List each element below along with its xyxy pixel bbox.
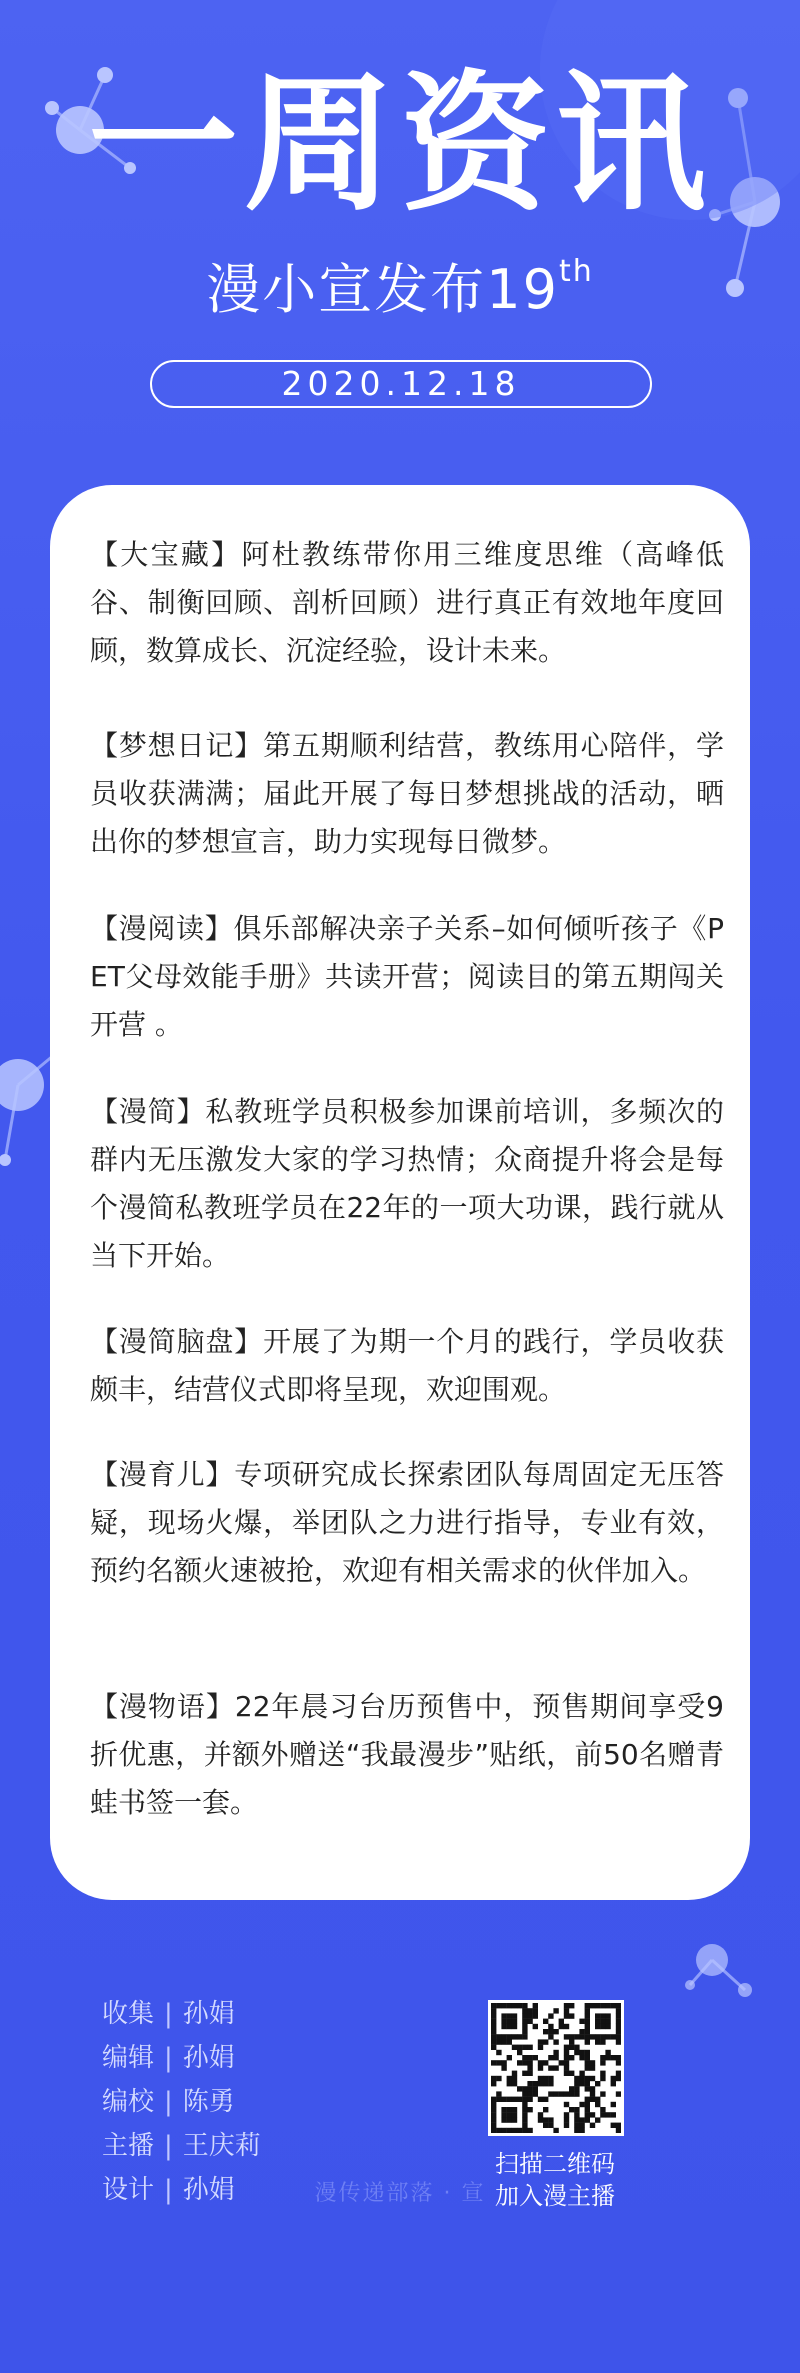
credit-name: 孙娟 — [182, 2175, 235, 2205]
credit-name: 孙娟 — [182, 1999, 235, 2029]
credit-row — [102, 1992, 261, 2036]
credit-role: 编辑 — [102, 2043, 155, 2073]
page-title: 一周资讯 — [87, 58, 712, 232]
credit-separator: | — [164, 2043, 173, 2073]
credit-separator: | — [164, 2175, 173, 2205]
qr-caption-line1: 扫描二维码 — [495, 2150, 615, 2178]
credit-separator: | — [164, 2087, 173, 2117]
news-item-story: 【漫物语】22年晨习台历预售中，预售期间享受9折优惠，并额外赠送“我最漫步”贴纸，前50名赠青蛙书签一套。 — [90, 1690, 724, 1819]
page-subtitle — [0, 254, 800, 323]
credit-name: 陈勇 — [182, 2087, 235, 2117]
news-item-dream-diary: 【梦想日记】第五期顺利结营，教练用心陪伴，学员收获满满；届此开展了每日梦想挑战的活动，晒出你的梦想宣言，助力实现每日微梦。 — [90, 729, 724, 858]
credit-role: 编校 — [102, 2087, 155, 2117]
credit-separator: | — [164, 2131, 173, 2161]
credit-role: 收集 — [102, 1999, 155, 2029]
credit-name: 孙娟 — [182, 2043, 235, 2073]
credit-row — [102, 2124, 261, 2168]
footer-watermark: 漫传递部落 · 宣 — [314, 2181, 486, 2206]
credit-name: 王庆莉 — [182, 2131, 261, 2161]
news-item-manjian: 【漫简】私教班学员积极参加课前培训，多频次的群内无压激发大家的学习热情；众商提升将会是每个漫简私教班学员在22年的一项大功课，践行就从当下开始。 — [90, 1095, 724, 1272]
credit-role: 主播 — [102, 2131, 155, 2161]
date-badge: 2020.12.18 — [150, 360, 652, 408]
credit-separator: | — [164, 1999, 173, 2029]
subtitle-text: 漫小宣发布19 — [206, 258, 559, 321]
credit-row — [102, 2080, 261, 2124]
qr-code-icon[interactable] — [488, 2000, 624, 2136]
credit-row — [102, 2036, 261, 2080]
news-item-parenting: 【漫育儿】专项研究成长探索团队每周固定无压答疑，现场火爆，举团队之力进行指导，专业有效，预约名额火速被抢，欢迎有相关需求的伙伴加入。 — [90, 1458, 724, 1587]
news-card — [50, 485, 750, 1900]
credit-role: 设计 — [102, 2175, 155, 2205]
news-item-reading: 【漫阅读】俱乐部解决亲子关系–如何倾听孩子《PET父母效能手册》共读开营；阅读目的第五期闯关开营 。 — [90, 912, 724, 1041]
news-item-treasure: 【大宝藏】阿杜教练带你用三维度思维（高峰低谷、制衡回顾、剖析回顾）进行真正有效地年度回顾，数算成长、沉淀经验，设计未来。 — [90, 538, 724, 667]
subtitle-superscript: th — [558, 254, 594, 289]
qr-caption-line2: 加入漫主播 — [495, 2182, 615, 2210]
news-item-mind-disk: 【漫简脑盘】开展了为期一个月的践行，学员收获颇丰，结营仪式即将呈现，欢迎围观。 — [90, 1325, 724, 1406]
